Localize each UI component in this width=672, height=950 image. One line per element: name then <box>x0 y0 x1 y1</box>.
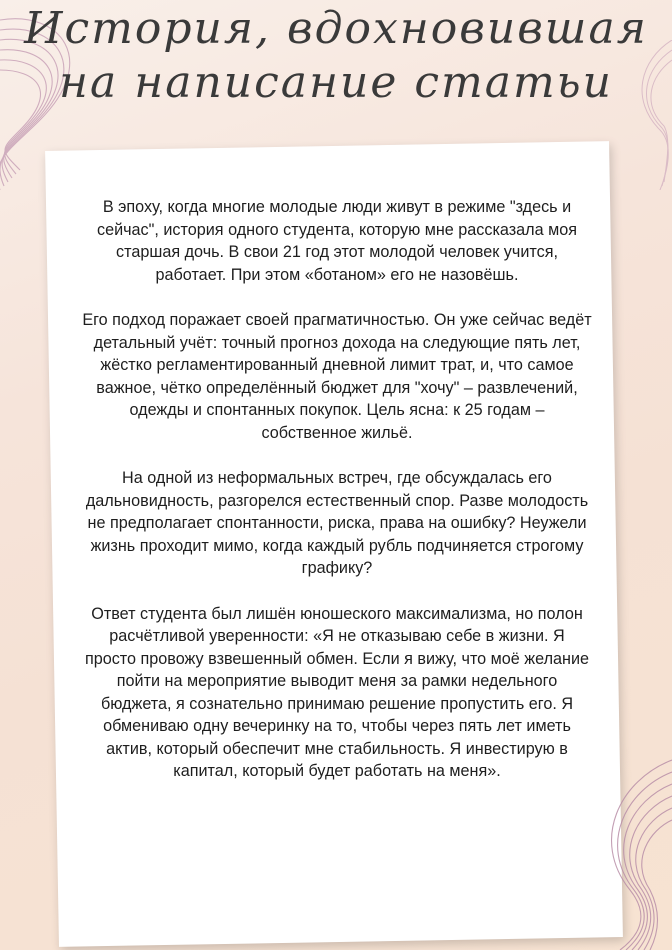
page-title <box>0 0 672 120</box>
article-paragraph-3: На одной из неформальных встреч, где обсуждалась его дальновидность, разгорелся естественный спор. Разве молодость не предполагает спонтанности, риска, права на ошибку? Неужели жизнь проходит мимо, когда каждый рубль подчиняется строгому графику? <box>85 469 589 577</box>
title-line-1: История, вдохновившая <box>24 3 648 54</box>
article-paragraph-2: Его подход поражает своей прагматичностью. Он уже сейчас ведёт детальный учёт: точный прогноз дохода на следующие пять лет, жёстко регламентированный дневной лимит трат, и, что самое важное, чётко определённый бюджет для "хочу" – развлечений, одежды и спонтанных покупок. Цель ясна: к 25 годам – собственное жильё. <box>82 311 592 442</box>
article-paragraph-4: Ответ студента был лишён юношеского максимализма, но полон расчётливой уверенности: «Я не отказываю себе в жизни. Я просто провожу взвешенный обмен. Если я вижу, что моё желание пойти на мероприятие выводит меня за рамки недельного бюджета, я сознательно принимаю решение пропустить его. Я обмениваю одну вечеринку на то, чтобы через пять лет иметь актив, который обеспечит мне стабильность. Я инвестирую в капитал, который будет работать на меня». <box>84 604 590 780</box>
article-body <box>82 196 592 806</box>
title-line-2: на написание статьи <box>59 57 613 108</box>
article-paragraph-1: В эпоху, когда многие молодые люди живут в режиме "здесь и сейчас", история одного студента, которую мне рассказала моя старшая дочь. В свои 21 год этот молодой человек учится, работает. При этом «ботаном» его не назовёшь. <box>96 198 578 284</box>
